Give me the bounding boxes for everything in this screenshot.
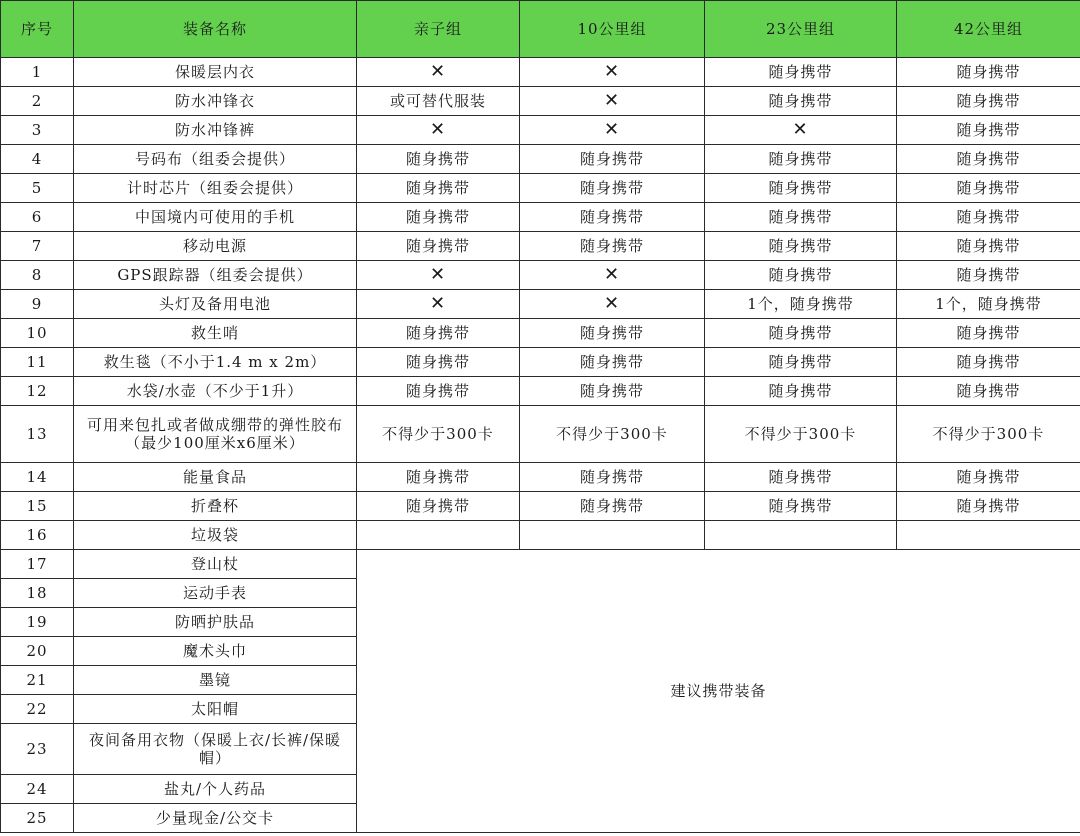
requirement-cell: 随身携带: [705, 232, 897, 261]
cross-icon: ✕: [520, 261, 705, 290]
requirement-cell: 随身携带: [705, 319, 897, 348]
table-row: [1, 261, 1080, 290]
header-42km: 42公里组: [897, 1, 1080, 58]
equipment-name: 防水冲锋裤: [74, 116, 357, 145]
requirement-cell: 随身携带: [357, 377, 520, 406]
equipment-name: 保暖层内衣: [74, 58, 357, 87]
table-row: [1, 87, 1080, 116]
requirement-cell: 不得少于300卡: [897, 406, 1080, 463]
requirement-cell: 随身携带: [897, 174, 1080, 203]
cross-icon: ✕: [705, 116, 897, 145]
table-row: [1, 58, 1080, 87]
row-number: 16: [1, 521, 74, 550]
cross-icon: ✕: [520, 58, 705, 87]
equipment-name: 救生毯（不小于1.4 m x 2m）: [74, 348, 357, 377]
requirement-cell: 随身携带: [897, 145, 1080, 174]
header-no: 序号: [1, 1, 74, 58]
table-row: [1, 521, 1080, 550]
requirement-cell: 随身携带: [520, 348, 705, 377]
row-number: 22: [1, 695, 74, 724]
requirement-cell: 随身携带: [897, 232, 1080, 261]
equipment-name: 折叠杯: [74, 492, 357, 521]
equipment-name: 能量食品: [74, 463, 357, 492]
requirement-cell: 随身携带: [705, 348, 897, 377]
requirement-cell: 不得少于300卡: [357, 406, 520, 463]
row-number: 21: [1, 666, 74, 695]
table-row: [1, 319, 1080, 348]
requirement-cell: 随身携带: [357, 319, 520, 348]
table-row: [1, 406, 1080, 463]
requirement-cell: 不得少于300卡: [705, 406, 897, 463]
equipment-name: 垃圾袋: [74, 521, 357, 550]
requirement-cell: 随身携带: [897, 203, 1080, 232]
equipment-name: 移动电源: [74, 232, 357, 261]
row-number: 2: [1, 87, 74, 116]
equipment-name: 魔术头巾: [74, 637, 357, 666]
row-number: 5: [1, 174, 74, 203]
requirement-cell: [357, 521, 520, 550]
equipment-name: 运动手表: [74, 579, 357, 608]
requirement-cell: 随身携带: [897, 58, 1080, 87]
requirement-cell: 随身携带: [357, 492, 520, 521]
table-row: [1, 203, 1080, 232]
row-number: 6: [1, 203, 74, 232]
cross-icon: ✕: [357, 116, 520, 145]
suggested-equipment-label: 建议携带装备: [357, 550, 1080, 833]
table-row: [1, 492, 1080, 521]
requirement-cell: 随身携带: [520, 203, 705, 232]
table-row: [1, 377, 1080, 406]
equipment-name: 墨镜: [74, 666, 357, 695]
requirement-cell: 随身携带: [520, 319, 705, 348]
requirement-cell: 随身携带: [897, 377, 1080, 406]
equipment-name: 盐丸/个人药品: [74, 775, 357, 804]
cross-icon: ✕: [520, 87, 705, 116]
requirement-cell: 随身携带: [520, 463, 705, 492]
row-number: 13: [1, 406, 74, 463]
cross-icon: ✕: [357, 261, 520, 290]
row-number: 15: [1, 492, 74, 521]
requirement-cell: [520, 521, 705, 550]
row-number: 24: [1, 775, 74, 804]
requirement-cell: 随身携带: [520, 145, 705, 174]
requirement-cell: 随身携带: [520, 377, 705, 406]
requirement-cell: 随身携带: [897, 348, 1080, 377]
equipment-name: GPS跟踪器（组委会提供）: [74, 261, 357, 290]
row-number: 11: [1, 348, 74, 377]
header-23km: 23公里组: [705, 1, 897, 58]
row-number: 8: [1, 261, 74, 290]
row-number: 3: [1, 116, 74, 145]
row-number: 9: [1, 290, 74, 319]
header-family: 亲子组: [357, 1, 520, 58]
table-row: [1, 290, 1080, 319]
header-row: [1, 1, 1080, 58]
equipment-name: 救生哨: [74, 319, 357, 348]
row-number: 10: [1, 319, 74, 348]
table-row: [1, 116, 1080, 145]
equipment-name: 防晒护肤品: [74, 608, 357, 637]
equipment-name: 登山杖: [74, 550, 357, 579]
requirement-cell: 随身携带: [705, 174, 897, 203]
row-number: 19: [1, 608, 74, 637]
equipment-name: 头灯及备用电池: [74, 290, 357, 319]
requirement-cell: 随身携带: [357, 174, 520, 203]
table-row: [1, 174, 1080, 203]
header-name: 装备名称: [74, 1, 357, 58]
requirement-cell: 1个，随身携带: [897, 290, 1080, 319]
requirement-cell: 随身携带: [705, 145, 897, 174]
requirement-cell: 随身携带: [897, 116, 1080, 145]
cross-icon: ✕: [357, 58, 520, 87]
equipment-name: 计时芯片（组委会提供）: [74, 174, 357, 203]
row-number: 1: [1, 58, 74, 87]
row-number: 17: [1, 550, 74, 579]
requirement-cell: 随身携带: [520, 492, 705, 521]
requirement-cell: 随身携带: [357, 348, 520, 377]
cross-icon: ✕: [520, 116, 705, 145]
requirement-cell: 随身携带: [897, 463, 1080, 492]
equipment-name: 防水冲锋衣: [74, 87, 357, 116]
table-row: [1, 232, 1080, 261]
row-number: 23: [1, 724, 74, 775]
row-number: 20: [1, 637, 74, 666]
row-number: 7: [1, 232, 74, 261]
table-row: [1, 145, 1080, 174]
equipment-name: 水袋/水壶（不少于1升）: [74, 377, 357, 406]
row-number: 18: [1, 579, 74, 608]
requirement-cell: 随身携带: [897, 319, 1080, 348]
table-row: [1, 463, 1080, 492]
cross-icon: ✕: [520, 290, 705, 319]
requirement-cell: 随身携带: [705, 463, 897, 492]
requirement-cell: 随身携带: [705, 203, 897, 232]
requirement-cell: 随身携带: [357, 203, 520, 232]
equipment-name: 太阳帽: [74, 695, 357, 724]
row-number: 25: [1, 804, 74, 833]
requirement-cell: 随身携带: [705, 492, 897, 521]
requirement-cell: 随身携带: [897, 492, 1080, 521]
row-number: 14: [1, 463, 74, 492]
requirement-cell: 随身携带: [357, 145, 520, 174]
requirement-cell: [897, 521, 1080, 550]
equipment-name: 中国境内可使用的手机: [74, 203, 357, 232]
cross-icon: ✕: [357, 290, 520, 319]
requirement-cell: 随身携带: [897, 261, 1080, 290]
requirement-cell: 随身携带: [520, 174, 705, 203]
requirement-cell: 随身携带: [897, 87, 1080, 116]
equipment-name: 可用来包扎或者做成绷带的弹性胶布（最少100厘米x6厘米）: [74, 406, 357, 463]
header-10km: 10公里组: [520, 1, 705, 58]
requirement-cell: 随身携带: [357, 463, 520, 492]
row-number: 12: [1, 377, 74, 406]
requirement-cell: 随身携带: [520, 232, 705, 261]
requirement-cell: 1个，随身携带: [705, 290, 897, 319]
requirement-cell: 不得少于300卡: [520, 406, 705, 463]
requirement-cell: 随身携带: [705, 58, 897, 87]
table-row: [1, 550, 1080, 579]
requirement-cell: 随身携带: [705, 87, 897, 116]
row-number: 4: [1, 145, 74, 174]
equipment-name: 号码布（组委会提供）: [74, 145, 357, 174]
equipment-name: 少量现金/公交卡: [74, 804, 357, 833]
requirement-cell: [705, 521, 897, 550]
requirement-cell: 随身携带: [705, 261, 897, 290]
requirement-cell: 随身携带: [705, 377, 897, 406]
table-row: [1, 348, 1080, 377]
requirement-cell: 随身携带: [357, 232, 520, 261]
equipment-name: 夜间备用衣物（保暖上衣/长裤/保暖帽）: [74, 724, 357, 775]
requirement-cell: 或可替代服装: [357, 87, 520, 116]
